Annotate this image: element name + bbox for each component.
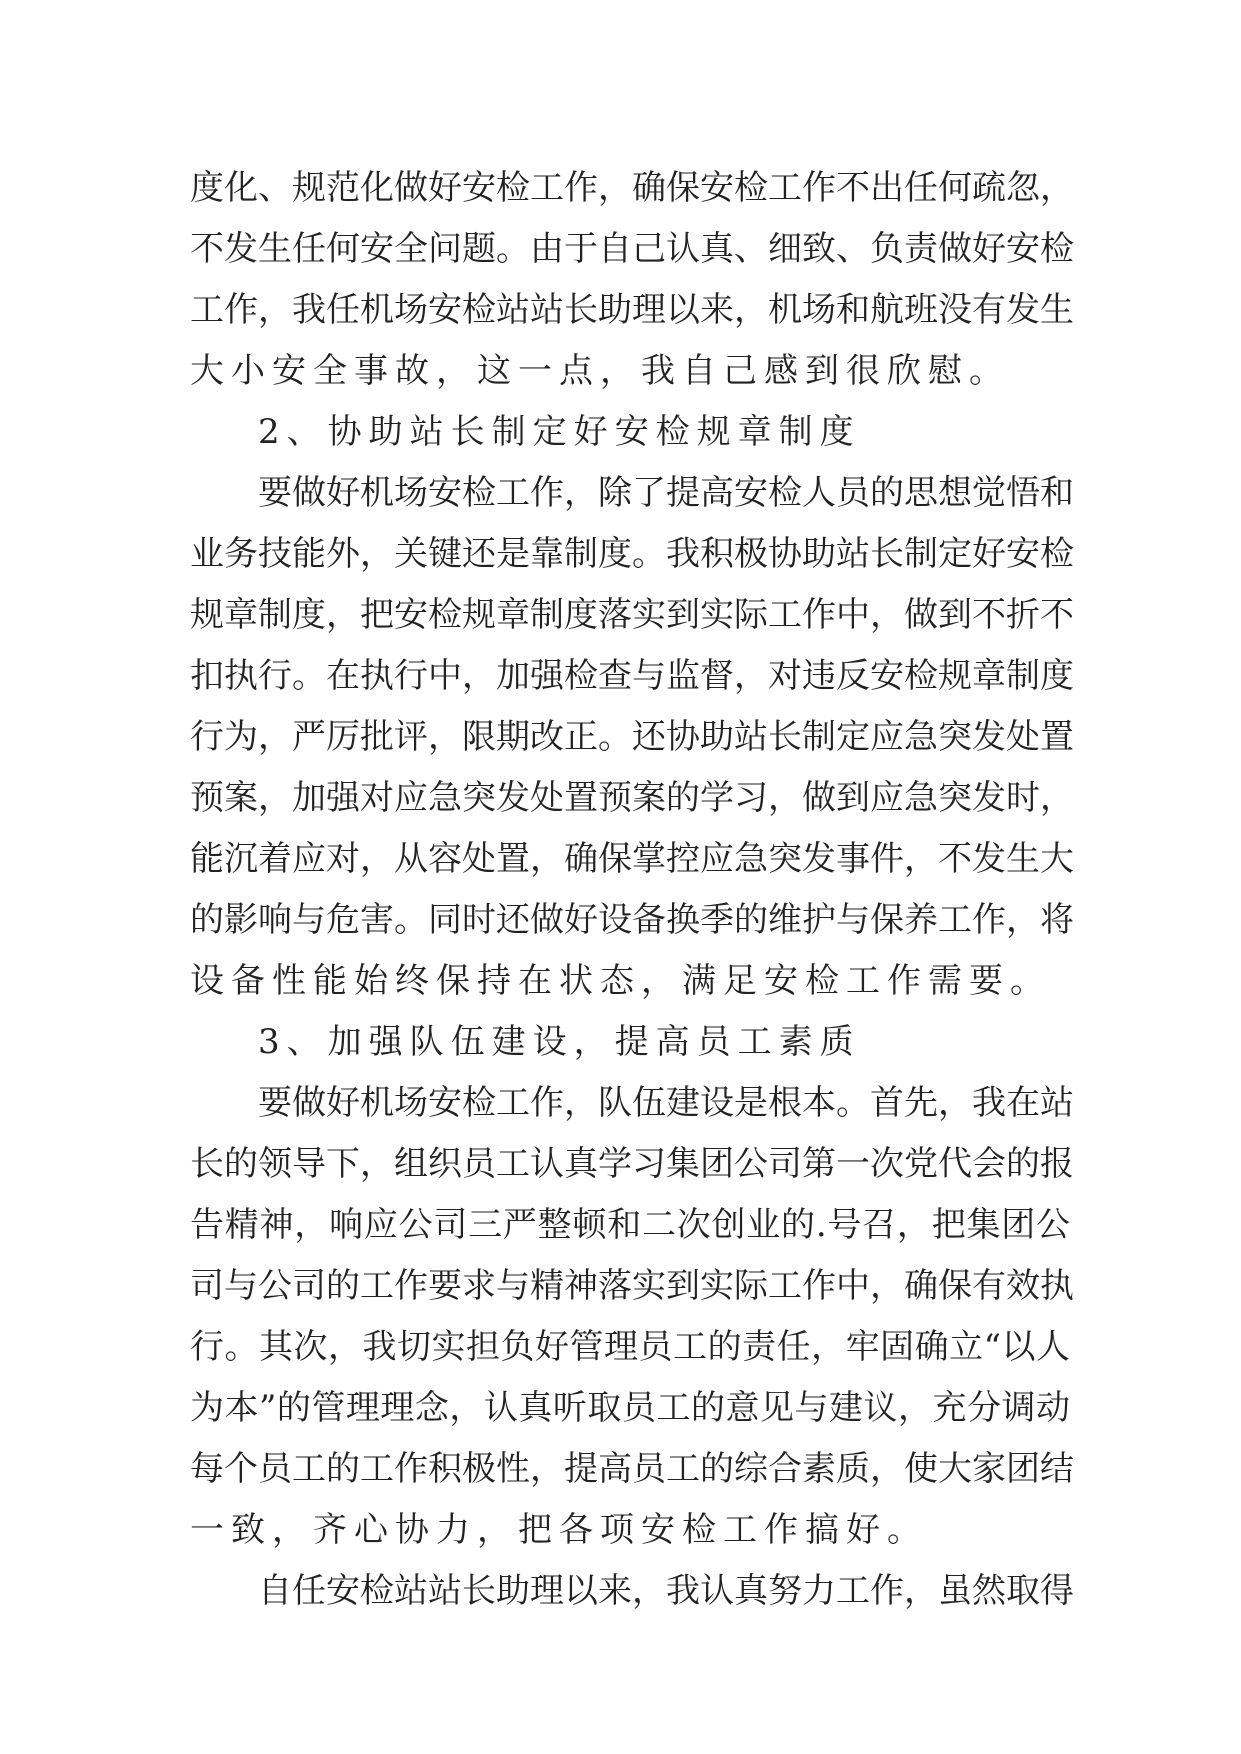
text-line: 的影响与危害。同时还做好设备换季的维护与保养工作，将 [190,900,1074,940]
text-line: 规章制度，把安检规章制度落实到实际工作中，做到不折不 [190,595,1074,635]
text-line: 每个员工的工作积极性，提高员工的综合素质，使大家团结 [190,1449,1074,1489]
text-line: 大小安全事故，这一点，我自己感到很欣慰。 [190,351,1010,391]
text-line: 为本”的管理理念，认真听取员工的意见与建议，充分调动 [190,1388,1070,1428]
text-line: 长的领导下，组织员工认真学习集团公司第一次党代会的报 [190,1144,1074,1184]
paragraph-start-line: 自任安检站站长助理以来，我认真努力工作，虽然取得 [258,1571,1074,1611]
text-line: 扣执行。在执行中，加强检查与监督，对违反安检规章制度 [190,656,1074,696]
text-line: 工作，我任机场安检站站长助理以来，机场和航班没有发生 [190,290,1074,330]
text-line: 行为，严厉批评，限期改正。还协助站长制定应急突发处置 [190,717,1074,757]
text-line: 业务技能外，关键还是靠制度。我积极协助站长制定好安检 [190,534,1074,574]
text-line: 设备性能始终保持在状态，满足安检工作需要。 [190,961,1051,1001]
text-line: 能沉着应对，从容处置，确保掌控应急突发事件，不发生大 [190,839,1074,879]
paragraph-start-line: 要做好机场安检工作，队伍建设是根本。首先，我在站 [258,1083,1074,1123]
text-line: 度化、规范化做好安检工作，确保安检工作不出任何疏忽， [190,168,1074,208]
paragraph-start-line: 2、协助站长制定好安检规章制度 [258,412,861,452]
text-line: 行。其次，我切实担负好管理员工的责任，牢固确立“以人 [190,1327,1070,1367]
text-line: 预案，加强对应急突发处置预案的学习，做到应急突发时， [190,778,1074,818]
paragraph-start-line: 3、加强队伍建设，提高员工素质 [258,1022,861,1062]
paragraph-start-line: 要做好机场安检工作，除了提高安检人员的思想觉悟和 [258,473,1074,513]
text-line: 一致，齐心协力，把各项安检工作搞好。 [190,1510,928,1550]
text-line: 不发生任何安全问题。由于自己认真、细致、负责做好安检 [190,229,1074,269]
document-body [190,158,1074,1622]
text-line: 司与公司的工作要求与精神落实到实际工作中，确保有效执 [190,1266,1074,1306]
text-line: 告精神，响应公司三严整顿和二次创业的.号召，把集团公 [190,1205,1070,1245]
